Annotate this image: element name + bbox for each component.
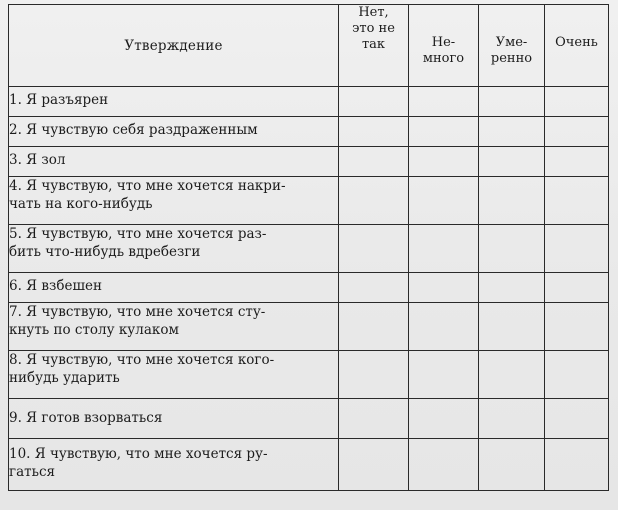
statement-text: 2. Я чувствую себя раздраженным: [9, 117, 339, 147]
answer-cell-very[interactable]: [545, 351, 609, 399]
table-row: [9, 273, 609, 303]
answer-cell-moderately[interactable]: [479, 117, 545, 147]
option-header-not-at-all: [339, 5, 409, 87]
answer-cell-not-at-all[interactable]: [339, 87, 409, 117]
answer-cell-a-little[interactable]: [409, 87, 479, 117]
answer-cell-very[interactable]: [545, 439, 609, 491]
answer-cell-very[interactable]: [545, 177, 609, 225]
answer-cell-a-little[interactable]: [409, 273, 479, 303]
table-row: [9, 147, 609, 177]
statement-text: 1. Я разъярен: [9, 87, 339, 117]
table-row: [9, 87, 609, 117]
statement-text: 5. Я чувствую, что мне хочется раз- бить что-нибудь вдребезги: [9, 225, 339, 273]
statement-text: 7. Я чувствую, что мне хочется сту- кнуть по столу кулаком: [9, 303, 339, 351]
statement-text: 9. Я готов взорваться: [9, 399, 339, 439]
answer-cell-a-little[interactable]: [409, 439, 479, 491]
option-label: Не- много: [422, 35, 465, 66]
answer-cell-not-at-all[interactable]: [339, 225, 409, 273]
table-row: [9, 399, 609, 439]
statement-text: 10. Я чувствую, что мне хочется ру- гаться: [9, 439, 339, 491]
statement-text: 3. Я зол: [9, 147, 339, 177]
option-label: Нет, это не так: [352, 5, 395, 52]
statement-text: 8. Я чувствую, что мне хочется кого- нибудь ударить: [9, 351, 339, 399]
table-row: [9, 303, 609, 351]
answer-cell-not-at-all[interactable]: [339, 273, 409, 303]
option-header-a-little: [409, 5, 479, 87]
answer-cell-a-little[interactable]: [409, 147, 479, 177]
answer-cell-very[interactable]: [545, 303, 609, 351]
answer-cell-a-little[interactable]: [409, 399, 479, 439]
answer-cell-moderately[interactable]: [479, 439, 545, 491]
answer-cell-very[interactable]: [545, 117, 609, 147]
answer-cell-moderately[interactable]: [479, 399, 545, 439]
option-header-moderately: [479, 5, 545, 87]
answer-cell-not-at-all[interactable]: [339, 303, 409, 351]
answer-cell-not-at-all[interactable]: [339, 351, 409, 399]
answer-cell-very[interactable]: [545, 225, 609, 273]
answer-cell-a-little[interactable]: [409, 303, 479, 351]
answer-cell-a-little[interactable]: [409, 225, 479, 273]
table-row: [9, 225, 609, 273]
answer-cell-not-at-all[interactable]: [339, 147, 409, 177]
answer-cell-moderately[interactable]: [479, 177, 545, 225]
answer-cell-a-little[interactable]: [409, 117, 479, 147]
answer-cell-not-at-all[interactable]: [339, 399, 409, 439]
answer-cell-very[interactable]: [545, 273, 609, 303]
table-row: [9, 351, 609, 399]
answer-cell-a-little[interactable]: [409, 351, 479, 399]
answer-cell-moderately[interactable]: [479, 87, 545, 117]
answer-cell-moderately[interactable]: [479, 225, 545, 273]
option-label: Очень: [555, 35, 598, 50]
table-row: [9, 117, 609, 147]
header-row: [9, 5, 609, 87]
answer-cell-a-little[interactable]: [409, 177, 479, 225]
answer-cell-not-at-all[interactable]: [339, 177, 409, 225]
statement-text: 6. Я взбешен: [9, 273, 339, 303]
anger-scale-table: [8, 4, 609, 491]
table-row: [9, 177, 609, 225]
statement-text: 4. Я чувствую, что мне хочется накри- чать на кого-нибудь: [9, 177, 339, 225]
answer-cell-not-at-all[interactable]: [339, 439, 409, 491]
answer-cell-very[interactable]: [545, 147, 609, 177]
answer-cell-moderately[interactable]: [479, 303, 545, 351]
table-row: [9, 439, 609, 491]
answer-cell-very[interactable]: [545, 399, 609, 439]
answer-cell-moderately[interactable]: [479, 351, 545, 399]
option-label: Уме- ренно: [490, 35, 533, 66]
answer-cell-moderately[interactable]: [479, 273, 545, 303]
option-header-very: [545, 5, 609, 87]
answer-cell-very[interactable]: [545, 87, 609, 117]
answer-cell-moderately[interactable]: [479, 147, 545, 177]
statement-column-header: Утверждение: [9, 5, 339, 87]
answer-cell-not-at-all[interactable]: [339, 117, 409, 147]
